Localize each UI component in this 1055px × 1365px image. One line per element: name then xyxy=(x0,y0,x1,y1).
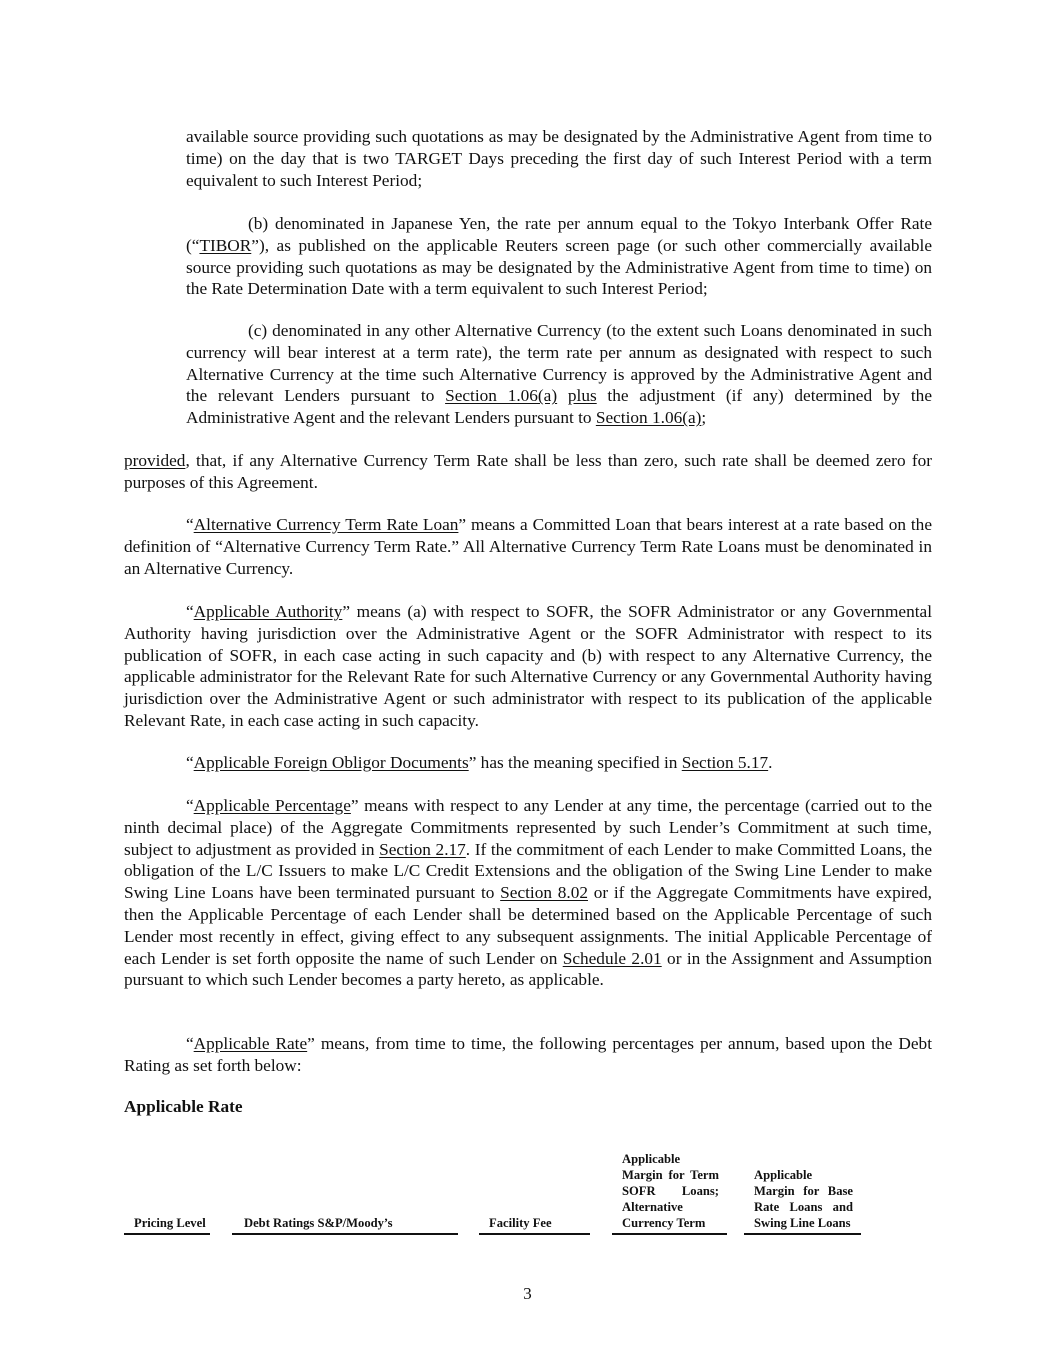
page-number: 3 xyxy=(523,1284,532,1303)
definition-alt-currency-term-rate-loan: “Alternative Currency Term Rate Loan” means a Committed Loan that bears interest at a rate based on the definition of “Alternative Currency Term Rate.” All Alternative Currency Term Rate Loans must be denominated in an Alternative Currency. xyxy=(124,515,932,578)
paragraph-continuation: available source providing such quotations as may be designated by the Administrative Agent from time to time) on the day that is two TARGET Days preceding the first day of such Interest Period with a term equivalent to such Interest Period; xyxy=(186,127,932,190)
table-header-pricing-level: Pricing Level xyxy=(124,1216,210,1235)
defined-term: Applicable Authority xyxy=(193,602,343,621)
definition-applicable-authority: “Applicable Authority” means (a) with respect to SOFR, the SOFR Administrator or any Governmental Authority having jurisdiction over the Administrative Agent or the SOFR Administrator with respect to its publication of SOFR, in each case acting in such capacity and (b) with respect to any Alternative Currency, the applicable administrator for the Relevant Rate for such Alternative Currency or any Governmental Authority having jurisdiction over the Administrative Agent or such administrator with respect to its publication of the applicable Relevant Rate, in each case acting in such capacity. xyxy=(124,602,932,730)
table-header-debt-ratings: Debt Ratings S&P/Moody’s xyxy=(232,1216,458,1235)
defined-term: Applicable Percentage xyxy=(193,796,351,815)
section-ref-1-06a[interactable]: Section 1.06(a) xyxy=(445,386,558,406)
paragraph-other-currency: (c) denominated in any other Alternative Currency (to the extent such Loans denominated in such currency will bear interest at a term rate), the term rate per annum as designated with respect to such Alternative Currency at the time such Alternative Currency is approved by the Administrative Agent and the relevant Lenders pursuant to Section 1.06(a) plus the adjustment (if any) determined by the Administrative Agent and the relevant Lenders pursuant to Section 1.06(a); xyxy=(186,321,932,428)
table-header-margin-term-sofr: Applicable Margin for Term SOFR Loans; Alternative Currency Term xyxy=(612,1152,727,1235)
table-header-facility-fee: Facility Fee xyxy=(479,1216,590,1235)
provided-emphasis: provided xyxy=(124,451,186,470)
schedule-ref-2-01[interactable]: Schedule 2.01 xyxy=(562,948,662,968)
defined-term: Alternative Currency Term Rate Loan xyxy=(193,515,459,534)
definition-applicable-foreign-obligor-documents: “Applicable Foreign Obligor Documents” has the meaning specified in Section 5.17. xyxy=(186,753,773,772)
paragraph-proviso: provided, that, if any Alternative Currency Term Rate shall be less than zero, such rate shall be deemed zero for purposes of this Agreement. xyxy=(124,451,932,492)
defined-term: Applicable Foreign Obligor Documents xyxy=(193,753,469,772)
defined-term: Applicable Rate xyxy=(193,1034,308,1053)
table-header-margin-base-rate: Applicable Margin for Base Rate Loans and Swing Line Loans xyxy=(744,1168,861,1235)
definition-applicable-percentage: “Applicable Percentage” means with respect to any Lender at any time, the percentage (carried out to the ninth decimal place) of the Aggregate Commitments represented by such Lender’s Commitment at such time, subject to adjustment as provided in Section 2.17. If the commitment of each Lender to make Committed Loans, the obligation of the L/C Issuers to make L/C Credit Extensions and the obligation of the Swing Line Lender to make Swing Line Loans have been terminated pursuant to Section 8.02 or if the Aggregate Commitments have expired, then the Applicable Percentage of each Lender shall be determined based on the Applicable Percentage of such Lender most recently in effect, giving effect to any subsequent assignments. The initial Applicable Percentage of each Lender is set forth opposite the name of such Lender on Schedule 2.01 or in the Assignment and Assumption pursuant to which such Lender becomes a party hereto, as applicable. xyxy=(124,796,933,990)
section-ref-5-17[interactable]: Section 5.17 xyxy=(681,753,769,772)
defined-term-tibor: TIBOR xyxy=(199,235,252,255)
paragraph-tibor: (b) denominated in Japanese Yen, the rate per annum equal to the Tokyo Interbank Offer Rate (“TIBOR”), as published on the applicable Reuters screen page (or such other commercially available source providing such quotations as may be designated by the Administrative Agent from time to time) on the Rate Determination Date with a term equivalent to such Interest Period; xyxy=(186,214,932,299)
section-ref-1-06a-second[interactable]: Section 1.06(a) xyxy=(595,408,702,428)
section-ref-8-02[interactable]: Section 8.02 xyxy=(500,883,588,903)
section-ref-2-17[interactable]: Section 2.17 xyxy=(379,839,466,859)
section-heading: Applicable Rate xyxy=(124,1097,243,1116)
definition-applicable-rate: “Applicable Rate” means, from time to time, the following percentages per annum, based upon the Debt Rating as set forth below: xyxy=(124,1034,933,1075)
plus-emphasis: plus xyxy=(567,386,597,406)
